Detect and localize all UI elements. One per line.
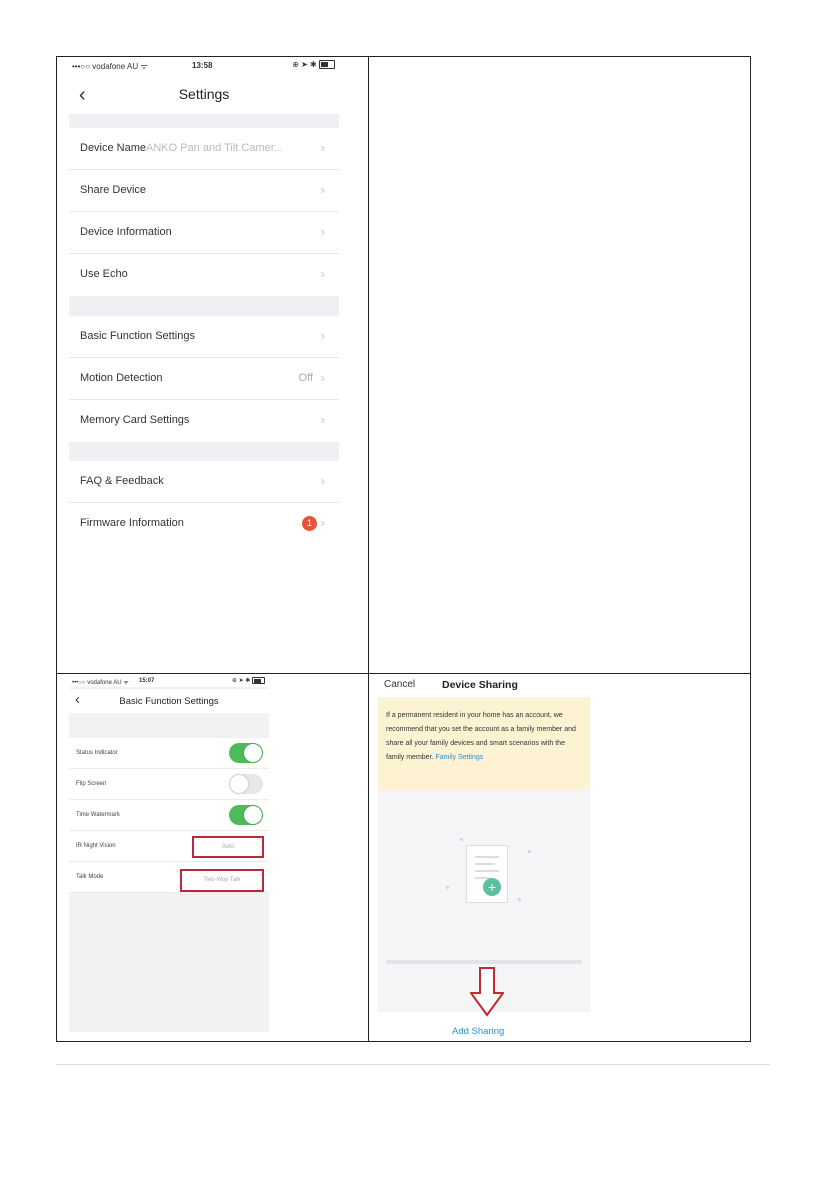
chevron-right-icon: ›: [320, 515, 325, 530]
chevron-right-icon: ›: [320, 473, 325, 488]
flip-screen-toggle[interactable]: [229, 774, 263, 794]
row-value: ANKO Pan and Tilt Camer...: [146, 142, 283, 154]
row-label: Talk Mode: [76, 874, 104, 880]
chevron-right-icon: ›: [320, 224, 325, 239]
settings-row-basic-function[interactable]: [69, 316, 339, 358]
notice-text: If a permanent resident in your home has an account, we recommend that you set the account as a family member and share all your family devices and smart scenarios with the family member.: [386, 712, 576, 761]
settings-row-firmware[interactable]: [69, 503, 339, 545]
empty-hint-text: [386, 960, 582, 964]
table-divider-horizontal: [57, 673, 750, 674]
status-time: 13:58: [192, 61, 213, 70]
footer-rule: [56, 1064, 770, 1065]
settings-row-device-name[interactable]: [69, 128, 339, 170]
talk-mode-value[interactable]: Two-Way Talk: [180, 869, 264, 892]
device-sharing-screen: [378, 675, 590, 1040]
table-divider-vertical: [368, 57, 369, 1041]
plus-icon: +: [483, 878, 501, 896]
decor-dot: [528, 850, 531, 853]
family-notice: [378, 697, 590, 790]
status-icons: ⊕ ➤ ✱: [232, 677, 265, 684]
down-arrow-icon: [470, 967, 504, 1017]
row-label: Firmware Information: [80, 517, 184, 529]
settings-row-memory-card[interactable]: [69, 400, 339, 442]
decor-dot: [518, 898, 521, 901]
row-label: FAQ & Feedback: [80, 475, 164, 487]
add-sharing-button[interactable]: Add Sharing: [452, 1026, 505, 1037]
page-title: Device Sharing: [442, 679, 518, 691]
nav-bar: [69, 78, 339, 114]
family-settings-link[interactable]: Family Settings: [435, 754, 484, 761]
setting-status-indicator: [69, 738, 269, 769]
row-label: Device Information: [80, 226, 172, 238]
settings-row-motion-detection[interactable]: [69, 358, 339, 400]
back-chevron-icon[interactable]: ‹: [79, 84, 86, 106]
basic-function-screen: [69, 675, 269, 1032]
toggle-knob: [230, 775, 248, 793]
row-value: Off: [298, 372, 313, 384]
row-label: Use Echo: [80, 268, 128, 280]
status-carrier: •••○○ vodafone AU ᯤ: [72, 680, 129, 686]
nav-bar: [69, 689, 269, 713]
status-bar: [69, 58, 339, 72]
settings-row-device-information[interactable]: [69, 212, 339, 254]
row-label: IR Night Vision: [76, 843, 116, 849]
row-label: Flip Screen: [76, 781, 107, 787]
battery-icon: [319, 60, 335, 69]
chevron-right-icon: ›: [320, 182, 325, 197]
row-label: Device Name: [80, 142, 147, 154]
section-gap: [69, 296, 339, 316]
row-label: Status Indicator: [76, 750, 118, 756]
battery-icon: [252, 677, 265, 684]
settings-row-faq[interactable]: [69, 461, 339, 503]
chevron-right-icon: ›: [320, 140, 325, 155]
chevron-right-icon: ›: [320, 412, 325, 427]
cancel-button[interactable]: Cancel: [384, 679, 416, 690]
update-badge: 1: [302, 516, 317, 531]
chevron-right-icon: ›: [320, 370, 325, 385]
toggle-knob: [244, 806, 262, 824]
status-bar: [69, 675, 269, 687]
setting-talk-mode[interactable]: [69, 862, 269, 893]
settings-row-use-echo[interactable]: [69, 254, 339, 296]
status-carrier: •••○○ vodafone AU ᯤ: [72, 62, 148, 71]
chevron-right-icon: ›: [320, 328, 325, 343]
settings-row-share-device[interactable]: [69, 170, 339, 212]
back-chevron-icon[interactable]: ‹: [75, 691, 80, 708]
status-time: 15:07: [139, 678, 155, 684]
time-watermark-toggle[interactable]: [229, 805, 263, 825]
nav-bar: [378, 675, 590, 695]
setting-flip-screen: [69, 769, 269, 800]
row-label: Memory Card Settings: [80, 414, 190, 426]
section-gap: [69, 442, 339, 461]
status-indicator-toggle[interactable]: [229, 743, 263, 763]
row-label: Motion Detection: [80, 372, 163, 384]
chevron-right-icon: ›: [320, 266, 325, 281]
setting-ir-night-vision[interactable]: [69, 831, 269, 862]
setting-time-watermark: [69, 800, 269, 831]
settings-screen: [69, 58, 339, 646]
decor-dot: [460, 838, 463, 841]
row-label: Share Device: [80, 184, 147, 196]
toggle-knob: [244, 744, 262, 762]
status-icons: ⊕ ➤ ✱: [292, 60, 335, 69]
section-gap: [69, 114, 339, 128]
row-label: Time Watermark: [76, 812, 120, 818]
row-label: Basic Function Settings: [80, 330, 195, 342]
page-title: Settings: [178, 86, 230, 102]
page-title: Basic Function Settings: [119, 696, 219, 707]
decor-dot: [446, 886, 449, 889]
ir-night-vision-value[interactable]: Auto: [192, 836, 264, 858]
